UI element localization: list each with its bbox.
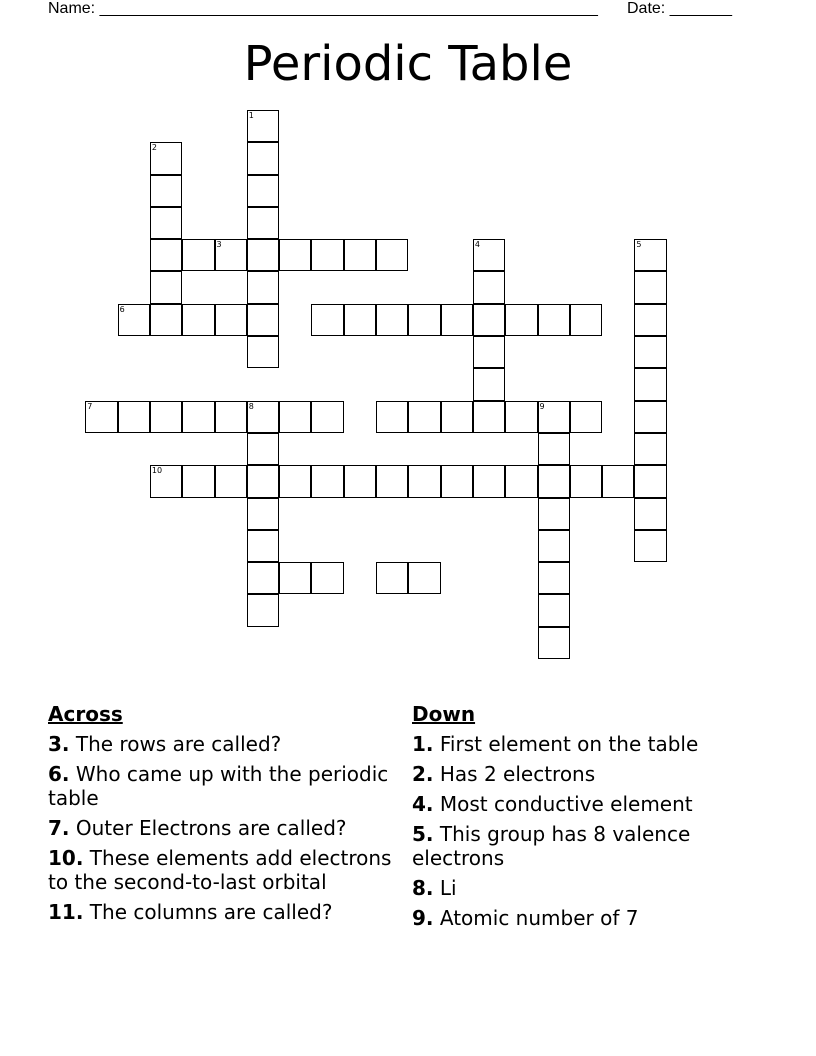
clue-text: Who came up with the periodic table <box>48 762 389 810</box>
crossword-cell[interactable] <box>247 562 279 594</box>
crossword-cell[interactable] <box>247 594 279 626</box>
crossword-cell[interactable] <box>247 433 279 465</box>
crossword-cell[interactable] <box>344 304 376 336</box>
clue-number: 2. <box>412 762 434 786</box>
crossword-cell[interactable] <box>376 401 408 433</box>
crossword-cell[interactable] <box>473 368 505 400</box>
crossword-cell[interactable] <box>473 465 505 497</box>
crossword-cell[interactable] <box>408 562 440 594</box>
crossword-cell[interactable] <box>538 304 570 336</box>
clue-start-number: 7 <box>87 401 93 411</box>
crossword-cell[interactable] <box>634 304 666 336</box>
crossword-cell[interactable] <box>570 465 602 497</box>
crossword-cell[interactable] <box>538 562 570 594</box>
crossword-cell[interactable] <box>376 562 408 594</box>
crossword-cell[interactable] <box>118 401 150 433</box>
crossword-cell[interactable] <box>538 433 570 465</box>
crossword-cell[interactable] <box>247 304 279 336</box>
across-clue <box>48 762 398 810</box>
clue-text: This group has 8 valence electrons <box>412 822 691 870</box>
down-clue <box>412 876 742 900</box>
crossword-cell[interactable] <box>634 239 666 271</box>
crossword-cell[interactable] <box>279 401 311 433</box>
clue-text: Has 2 electrons <box>439 762 596 786</box>
crossword-cell[interactable] <box>150 401 182 433</box>
crossword-cell[interactable] <box>634 498 666 530</box>
crossword-cell[interactable] <box>473 304 505 336</box>
across-clue <box>48 732 398 756</box>
down-clue <box>412 822 742 870</box>
clue-text: Li <box>439 876 457 900</box>
clue-start-number: 1 <box>248 110 254 120</box>
down-clue <box>412 792 742 816</box>
across-clue <box>48 816 398 840</box>
crossword-cell[interactable] <box>441 304 473 336</box>
crossword-cell[interactable] <box>182 304 214 336</box>
crossword-cell[interactable] <box>538 530 570 562</box>
clue-number: 4. <box>412 792 434 816</box>
crossword-cell[interactable] <box>473 271 505 303</box>
crossword-cell[interactable] <box>538 594 570 626</box>
crossword-cell[interactable] <box>602 465 634 497</box>
crossword-cell[interactable] <box>279 465 311 497</box>
crossword-cell[interactable] <box>634 433 666 465</box>
clue-number: 9. <box>412 906 434 930</box>
crossword-cell[interactable] <box>473 401 505 433</box>
crossword-cell[interactable] <box>247 401 279 433</box>
crossword-cell[interactable] <box>247 239 279 271</box>
clue-start-number: 8 <box>248 401 254 411</box>
crossword-cell[interactable] <box>505 465 537 497</box>
crossword-cell[interactable] <box>150 175 182 207</box>
crossword-cell[interactable] <box>634 401 666 433</box>
clue-number: 8. <box>412 876 434 900</box>
clue-text: Outer Electrons are called? <box>75 816 347 840</box>
crossword-cell[interactable] <box>247 530 279 562</box>
crossword-cell[interactable] <box>634 271 666 303</box>
clue-number: 6. <box>48 762 70 786</box>
crossword-cell[interactable] <box>376 304 408 336</box>
crossword-cell[interactable] <box>570 304 602 336</box>
crossword-cell[interactable] <box>215 465 247 497</box>
crossword-cell[interactable] <box>182 465 214 497</box>
crossword-cell[interactable] <box>247 142 279 174</box>
crossword-cell[interactable] <box>182 401 214 433</box>
down-clue <box>412 732 742 756</box>
clue-number: 1. <box>412 732 434 756</box>
crossword-cell[interactable] <box>344 239 376 271</box>
crossword-cell[interactable] <box>215 401 247 433</box>
crossword-cell[interactable] <box>376 239 408 271</box>
crossword-cell[interactable] <box>247 110 279 142</box>
clue-start-number: 5 <box>636 240 642 250</box>
down-clue <box>412 906 742 930</box>
clue-number: 7. <box>48 816 70 840</box>
crossword-cell[interactable] <box>311 304 343 336</box>
crossword-cell[interactable] <box>311 401 343 433</box>
crossword-cell[interactable] <box>473 239 505 271</box>
across-clues <box>48 702 398 930</box>
crossword-cell[interactable] <box>85 401 117 433</box>
crossword-cell[interactable] <box>408 401 440 433</box>
clue-start-number: 4 <box>474 240 480 250</box>
crossword-cell[interactable] <box>247 271 279 303</box>
crossword-cell[interactable] <box>279 239 311 271</box>
date-field[interactable]: Date: _______ <box>627 0 732 17</box>
clue-text: These elements add electrons to the second-to-last orbital <box>48 846 392 894</box>
crossword-cell[interactable] <box>634 368 666 400</box>
clue-text: First element on the table <box>439 732 699 756</box>
crossword-cell[interactable] <box>215 239 247 271</box>
clue-text: The columns are called? <box>89 900 333 924</box>
clue-start-number: 2 <box>151 143 157 153</box>
crossword-cell[interactable] <box>634 465 666 497</box>
crossword-cell[interactable] <box>182 239 214 271</box>
crossword-cell[interactable] <box>634 530 666 562</box>
clue-text: The rows are called? <box>75 732 282 756</box>
crossword-cell[interactable] <box>150 239 182 271</box>
down-heading: Down <box>412 702 476 726</box>
clue-number: 10. <box>48 846 84 870</box>
crossword-cell[interactable] <box>150 142 182 174</box>
crossword-cell[interactable] <box>408 304 440 336</box>
crossword-cell[interactable] <box>150 304 182 336</box>
crossword-cell[interactable] <box>634 336 666 368</box>
crossword-cell[interactable] <box>150 271 182 303</box>
crossword-cell[interactable] <box>505 304 537 336</box>
crossword-cell[interactable] <box>570 401 602 433</box>
crossword-cell[interactable] <box>505 401 537 433</box>
clue-start-number: 10 <box>151 466 163 476</box>
crossword-cell[interactable] <box>247 207 279 239</box>
crossword-cell[interactable] <box>247 465 279 497</box>
crossword-cell[interactable] <box>441 401 473 433</box>
crossword-cell[interactable] <box>247 498 279 530</box>
name-field[interactable]: Name: ________________________________________________________ <box>48 0 598 17</box>
crossword-cell[interactable] <box>441 465 473 497</box>
clue-text: Most conductive element <box>439 792 693 816</box>
crossword-cell[interactable] <box>247 175 279 207</box>
down-clues <box>412 702 742 936</box>
clue-start-number: 9 <box>539 401 545 411</box>
crossword-cell[interactable] <box>408 465 440 497</box>
crossword-cell[interactable] <box>538 465 570 497</box>
across-clue <box>48 900 398 924</box>
crossword-cell[interactable] <box>311 239 343 271</box>
clue-number: 5. <box>412 822 434 846</box>
crossword-cell[interactable] <box>538 627 570 659</box>
clue-start-number: 3 <box>216 240 222 250</box>
clue-text: Atomic number of 7 <box>439 906 639 930</box>
clue-start-number: 6 <box>119 304 125 314</box>
crossword-cell[interactable] <box>538 401 570 433</box>
crossword-cell[interactable] <box>344 465 376 497</box>
crossword-cell[interactable] <box>311 465 343 497</box>
crossword-cell[interactable] <box>247 336 279 368</box>
crossword-cell[interactable] <box>150 465 182 497</box>
crossword-cell[interactable] <box>473 336 505 368</box>
crossword-cell[interactable] <box>376 465 408 497</box>
crossword-cell[interactable] <box>118 304 150 336</box>
across-heading: Across <box>48 702 123 726</box>
crossword-cell[interactable] <box>538 498 570 530</box>
clue-number: 3. <box>48 732 70 756</box>
crossword-cell[interactable] <box>150 207 182 239</box>
crossword-cell[interactable] <box>311 562 343 594</box>
crossword-cell[interactable] <box>279 562 311 594</box>
clue-number: 11. <box>48 900 84 924</box>
crossword-cell[interactable] <box>215 304 247 336</box>
page-title: Periodic Table <box>243 36 573 92</box>
across-clue <box>48 846 398 894</box>
down-clue <box>412 762 742 786</box>
